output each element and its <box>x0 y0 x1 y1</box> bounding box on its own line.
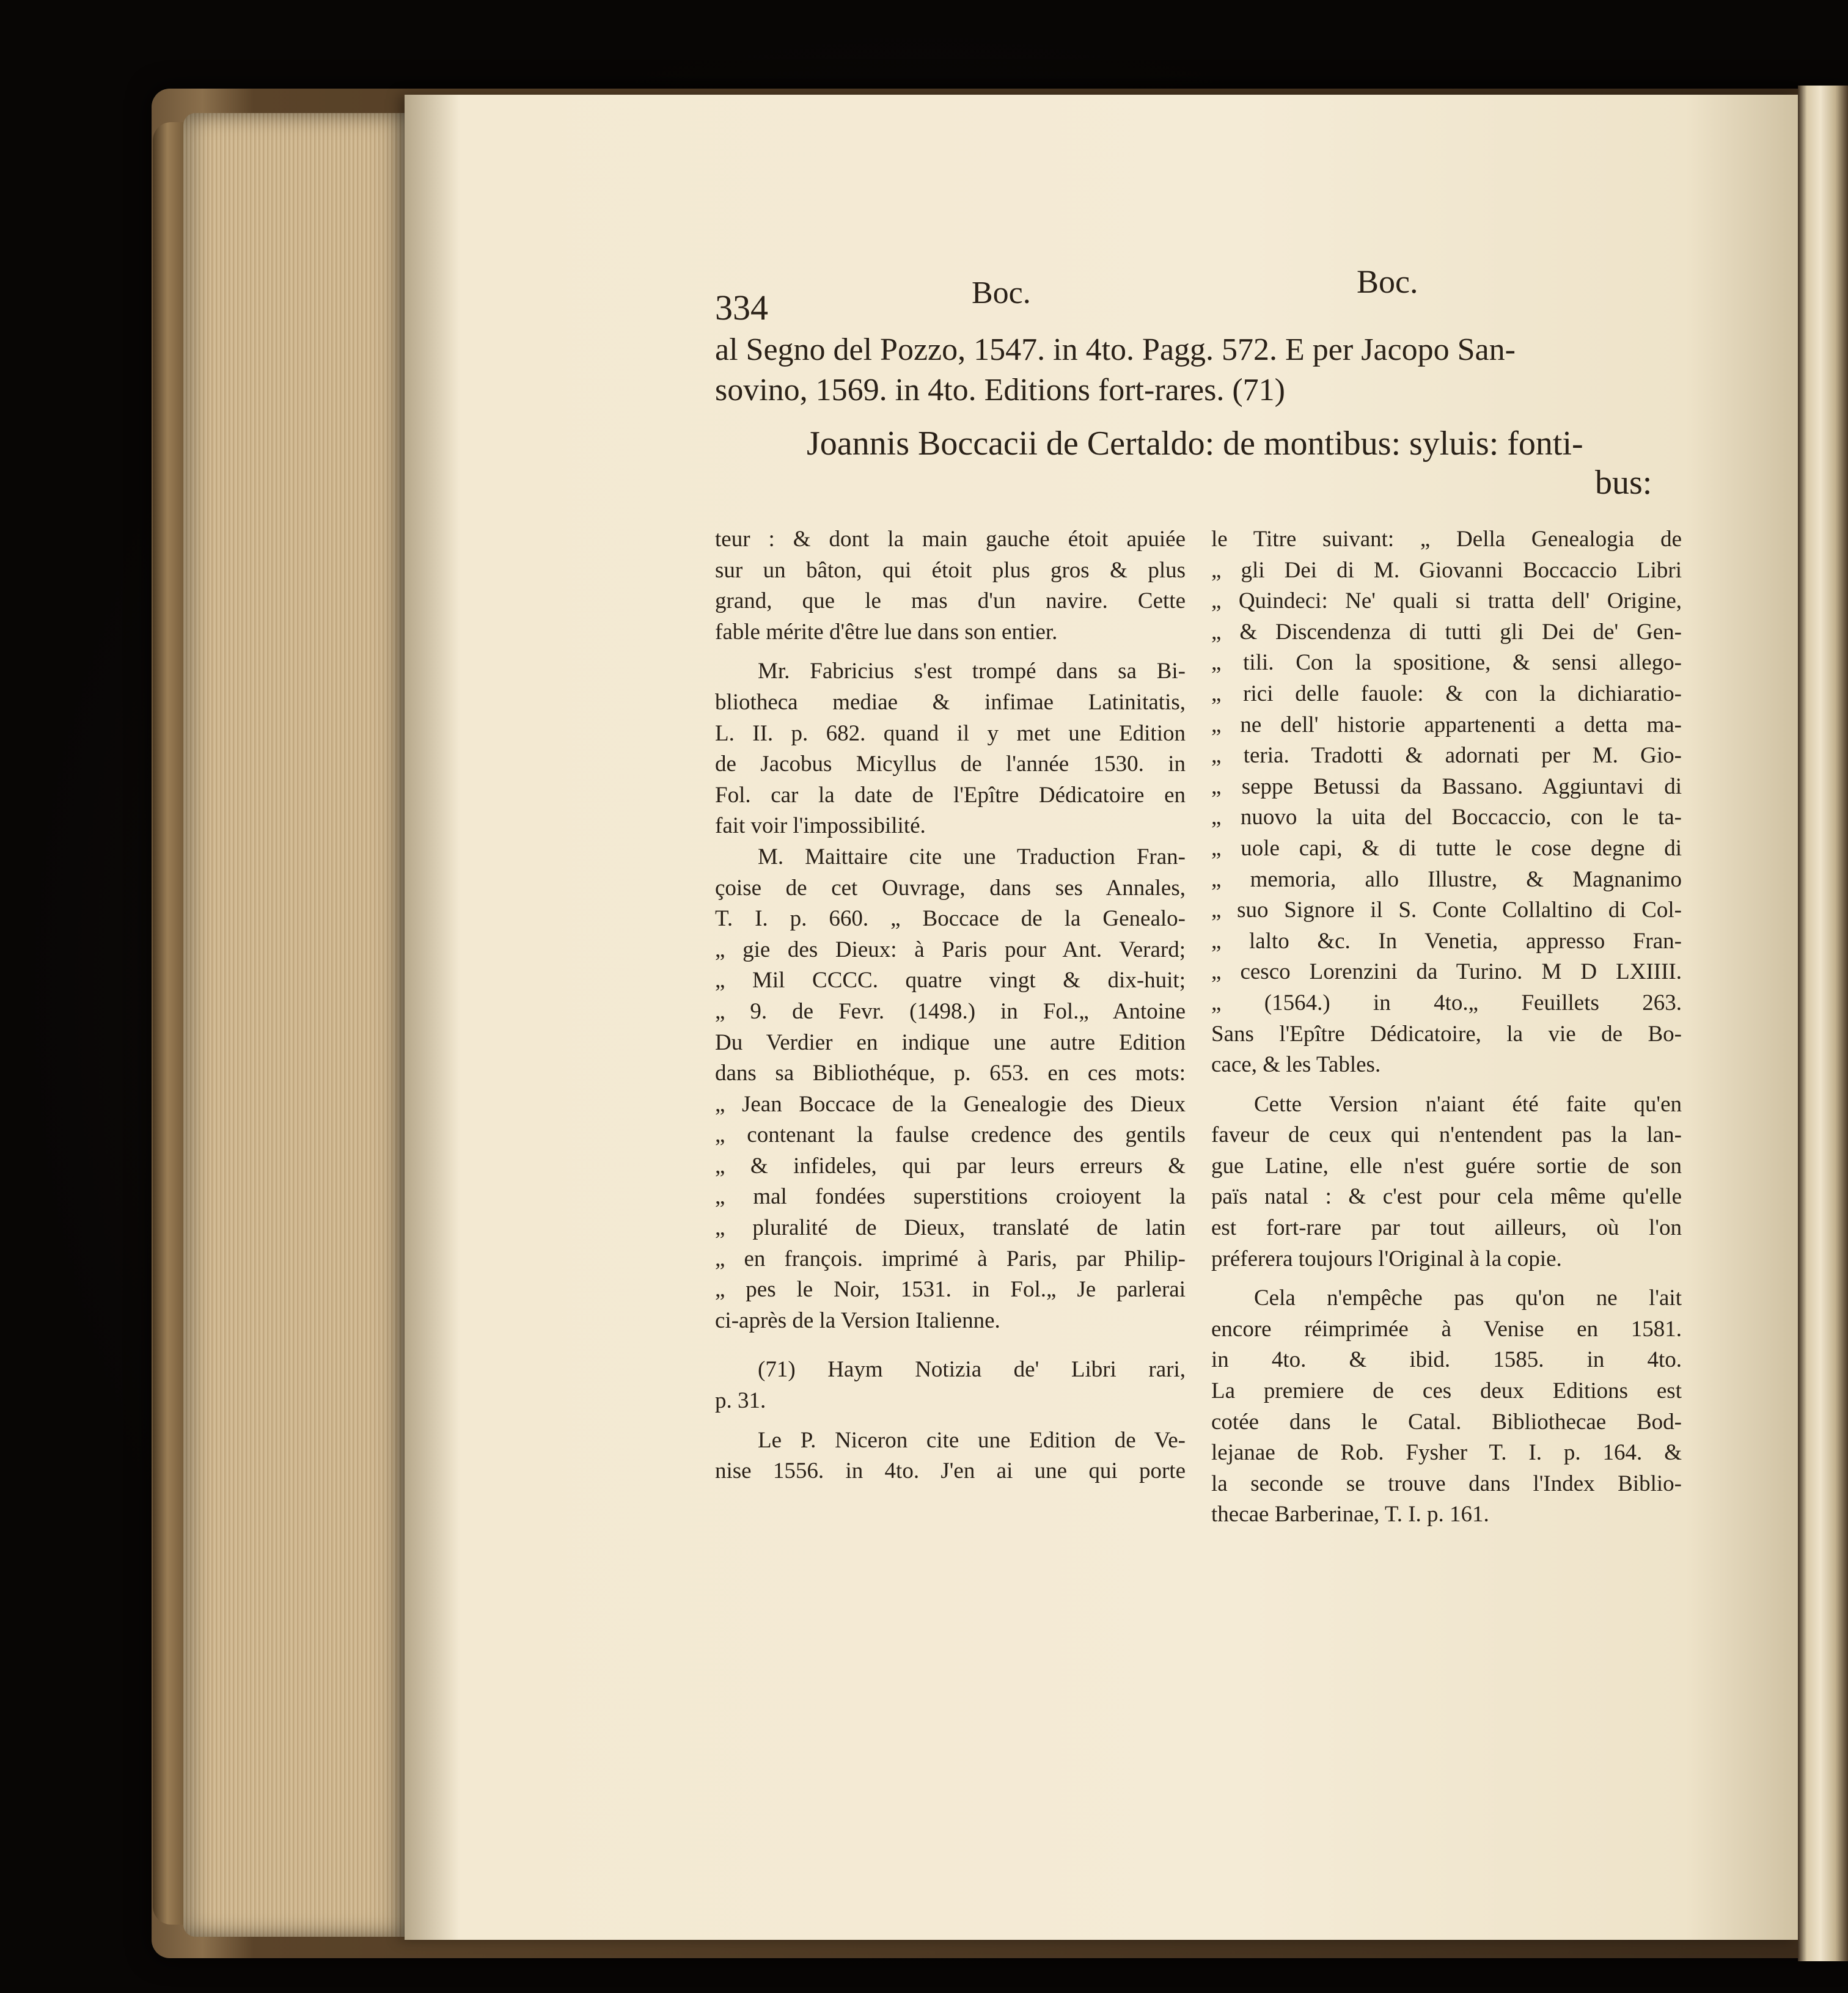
page-number: 334 <box>715 288 768 327</box>
text-line: fable mérite d'être lue dans son entier. <box>715 619 1058 645</box>
intro-line-2: sovino, 1569. in 4to. Editions fort-rares. (71) <box>715 373 1285 408</box>
text-line: „ Jean Boccace de la Genealogie des Dieux <box>715 1091 1186 1117</box>
text-line: „ nuovo la uita del Boccaccio, con le ta- <box>1211 805 1682 830</box>
text-line: „ gli Dei di M. Giovanni Boccaccio Libri <box>1211 557 1682 583</box>
text-line: le Titre suivant: „ Della Genealogia de <box>1211 527 1682 552</box>
entry-title-continuation: bus: <box>1595 464 1652 502</box>
text-line: T. I. p. 660. „ Boccace de la Genealo- <box>715 906 1186 932</box>
text-line: cace, & les Tables. <box>1211 1052 1381 1078</box>
running-head-left: Boc. <box>972 276 1031 310</box>
text-line: „ mal fondées superstitions croioyent la <box>715 1184 1186 1210</box>
text-line: çoise de cet Ouvrage, dans ses Annales, <box>715 875 1186 901</box>
text-line: „ lalto &c. In Venetia, appresso Fran- <box>1211 928 1682 954</box>
text-line: Fol. car la date de l'Epître Dédicatoire en <box>715 782 1186 808</box>
text-line: ci-après de la Version Italienne. <box>715 1307 1000 1333</box>
text-line: teur : & dont la main gauche étoit apuiée <box>715 527 1186 552</box>
text-line: „ (1564.) in 4to.„ Feuillets 263. <box>1211 990 1682 1015</box>
text-line: Le P. Niceron cite une Edition de Ve- <box>758 1427 1186 1453</box>
text-line: Mr. Fabricius s'est trompé dans sa Bi- <box>758 659 1186 684</box>
facing-page-edge <box>1798 86 1848 1961</box>
entry-title: Joannis Boccacii de Certaldo: de montibus: syluis: fonti- <box>807 425 1583 463</box>
text-line: fait voir l'impossibilité. <box>715 813 926 839</box>
text-line: nise 1556. in 4to. J'en ai une qui porte <box>715 1458 1186 1484</box>
text-line: „ teria. Tradotti & adornati per M. Gio- <box>1211 743 1682 769</box>
text-line: „ Mil CCCC. quatre vingt & dix-huit; <box>715 968 1186 993</box>
text-line: „ cesco Lorenzini da Turino. M D LXIIII. <box>1211 959 1682 985</box>
text-line: L. II. p. 682. quand il y met une Edition <box>715 720 1186 746</box>
text-line: Sans l'Epître Dédicatoire, la vie de Bo- <box>1211 1021 1682 1047</box>
text-line: grand, que le mas d'un navire. Cette <box>715 588 1186 614</box>
footnote-71-cont: p. 31. <box>715 1388 766 1414</box>
text-line: sur un bâton, qui étoit plus gros & plus <box>715 557 1186 583</box>
text-line: gue Latine, elle n'est guére sortie de son <box>1211 1153 1682 1179</box>
text-line: thecae Barberinae, T. I. p. 161. <box>1211 1502 1489 1527</box>
running-head-right: Boc. <box>1357 263 1418 300</box>
text-line: Du Verdier en indique une autre Edition <box>715 1029 1186 1055</box>
text-line: faveur de ceux qui n'entendent pas la lan- <box>1211 1122 1682 1148</box>
text-line: „ ne dell' historie appartenenti a detta ma- <box>1211 712 1682 737</box>
left-column <box>715 524 1186 1487</box>
text-line: „ gie des Dieux: à Paris pour Ant. Verard; <box>715 937 1186 962</box>
text-line: „ 9. de Fevr. (1498.) in Fol.„ Antoine <box>715 998 1186 1024</box>
text-line: „ & infideles, qui par leurs erreurs & <box>715 1153 1186 1179</box>
text-line: „ memoria, allo Illustre, & Magnanimo <box>1211 866 1682 892</box>
page-text <box>715 263 1682 1527</box>
text-line: in 4to. & ibid. 1585. in 4to. <box>1211 1347 1682 1373</box>
text-line: cotée dans le Catal. Bibliothecae Bod- <box>1211 1409 1682 1435</box>
text-line: „ Quindeci: Ne' quali si tratta dell' Origine, <box>1211 588 1682 614</box>
text-line: „ en françois. imprimé à Paris, par Philip- <box>715 1246 1186 1271</box>
text-line: „ pluralité de Dieux, translaté de latin <box>715 1215 1186 1241</box>
footnote-71: (71) Haym Notizia de' Libri rari, <box>758 1357 1186 1383</box>
text-line: „ suo Signore il S. Conte Collaltino di Col- <box>1211 898 1682 923</box>
right-column <box>1211 524 1682 1530</box>
text-line: M. Maittaire cite une Traduction Fran- <box>758 844 1186 869</box>
text-line: bliotheca mediae & infimae Latinitatis, <box>715 689 1186 715</box>
text-line: „ rici delle fauole: & con la dichiaratio- <box>1211 681 1682 706</box>
text-line: „ & Discendenza di tutti gli Dei de' Gen- <box>1211 619 1682 645</box>
text-line: „ pes le Noir, 1531. in Fol.„ Je parlerai <box>715 1277 1186 1303</box>
text-line: „ contenant la faulse credence des gentils <box>715 1122 1186 1148</box>
intro-line-1: al Segno del Pozzo, 1547. in 4to. Pagg. 572. E per Jacopo San- <box>715 332 1516 367</box>
text-line: La premiere de ces deux Editions est <box>1211 1378 1682 1404</box>
text-line: est fort-rare par tout ailleurs, où l'on <box>1211 1215 1682 1241</box>
text-line: dans sa Bibliothéque, p. 653. en ces mots: <box>715 1061 1186 1086</box>
text-line: lejanae de Rob. Fysher T. I. p. 164. & <box>1211 1440 1682 1466</box>
text-line: Cela n'empêche pas qu'on ne l'ait <box>1254 1285 1682 1311</box>
text-line: „ tili. Con la spositione, & sensi allego- <box>1211 650 1682 676</box>
page-edges <box>183 113 416 1937</box>
text-line: païs natal : & c'est pour cela même qu'elle <box>1211 1184 1682 1210</box>
text-line: de Jacobus Micyllus de l'année 1530. in <box>715 751 1186 777</box>
text-line: Cette Version n'aiant été faite qu'en <box>1254 1091 1682 1117</box>
text-line: préferera toujours l'Original à la copie. <box>1211 1246 1562 1271</box>
text-line: encore réimprimée à Venise en 1581. <box>1211 1316 1682 1342</box>
text-line: „ seppe Betussi da Bassano. Aggiuntavi di <box>1211 773 1682 799</box>
text-line: la seconde se trouve dans l'Index Biblio- <box>1211 1471 1682 1496</box>
text-line: „ uole capi, & di tutte le cose degne di <box>1211 835 1682 861</box>
binding-shadow <box>405 95 460 1940</box>
